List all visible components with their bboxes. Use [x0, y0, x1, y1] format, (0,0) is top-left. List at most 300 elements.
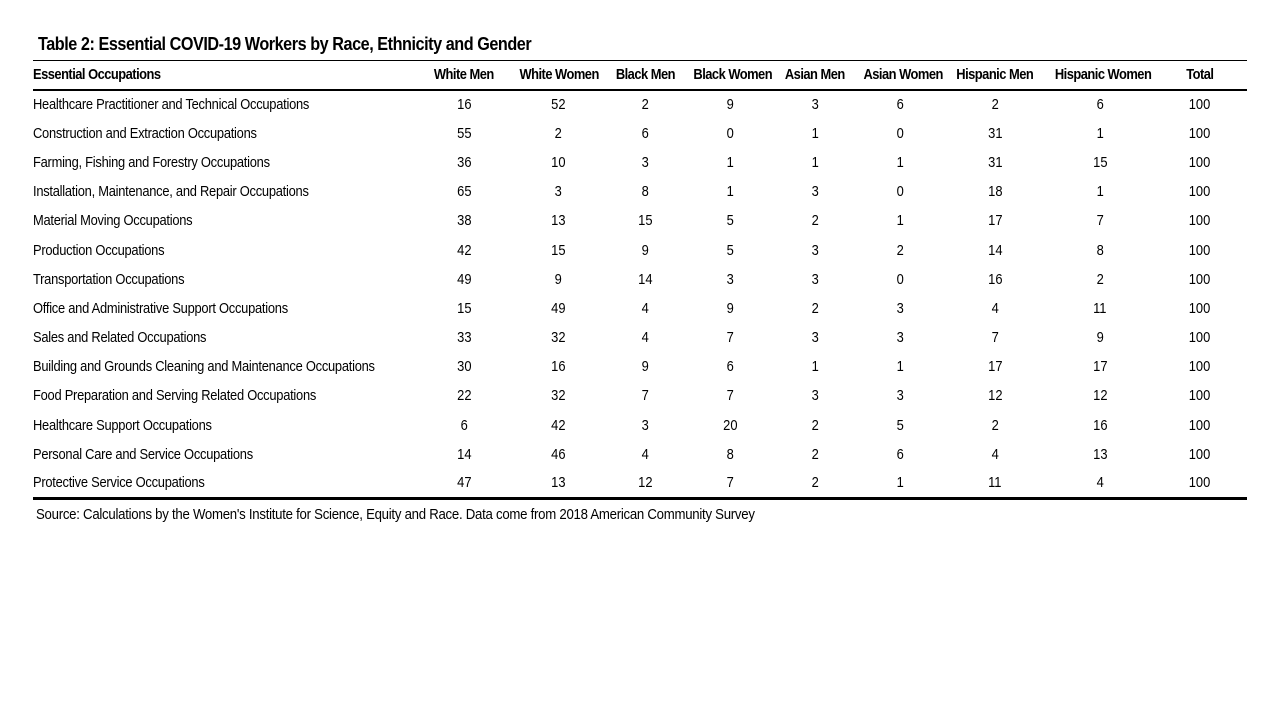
- value-text: 100: [1189, 124, 1211, 142]
- value-text: 2: [811, 445, 819, 463]
- value-cell: [1153, 177, 1247, 206]
- value-text: 16: [987, 270, 1003, 288]
- value-text: 13: [1092, 445, 1108, 463]
- value-text: 9: [726, 96, 734, 114]
- value-text: 100: [1189, 299, 1211, 317]
- value-text: 38: [456, 212, 472, 230]
- value-cell: [773, 119, 857, 148]
- value-text: 47: [456, 474, 472, 492]
- value-cell: [1047, 411, 1153, 440]
- value-cell: [603, 352, 687, 381]
- value-cell: [513, 440, 603, 469]
- value-text: 12: [987, 387, 1003, 405]
- value-text: 32: [550, 329, 566, 347]
- value-text: 13: [550, 474, 566, 492]
- value-text: 11: [988, 474, 1002, 492]
- value-text: 1: [811, 124, 819, 142]
- value-cell: [857, 148, 943, 177]
- value-cell: [857, 352, 943, 381]
- value-cell: [1047, 148, 1153, 177]
- value-text: 9: [1096, 329, 1104, 347]
- value-cell: [513, 235, 603, 264]
- value-cell: [857, 411, 943, 440]
- value-cell: [1047, 323, 1153, 352]
- value-text: 13: [550, 212, 566, 230]
- value-text: 7: [726, 474, 734, 492]
- value-cell: [1047, 440, 1153, 469]
- value-cell: [773, 177, 857, 206]
- value-text: 1: [811, 358, 819, 376]
- value-text: 2: [811, 299, 819, 317]
- value-text: 100: [1189, 474, 1211, 492]
- value-cell: [1153, 411, 1247, 440]
- value-cell: [687, 352, 773, 381]
- header-cell-white-men: [415, 61, 513, 90]
- value-cell: [773, 440, 857, 469]
- value-cell: [943, 440, 1047, 469]
- occupation-cell: [33, 323, 415, 352]
- header-cell-black-men: [603, 61, 687, 90]
- value-cell: [687, 119, 773, 148]
- value-text: 49: [456, 270, 472, 288]
- occupation-label: Material Moving Occupations: [33, 212, 193, 230]
- value-cell: [687, 381, 773, 410]
- value-text: 2: [811, 416, 819, 434]
- value-cell: [415, 177, 513, 206]
- value-cell: [773, 265, 857, 294]
- value-text: 1: [811, 153, 819, 171]
- value-cell: [687, 411, 773, 440]
- value-cell: [1153, 469, 1247, 498]
- value-cell: [1047, 294, 1153, 323]
- value-text: 4: [1096, 474, 1104, 492]
- value-text: 6: [460, 416, 468, 434]
- value-cell: [1153, 381, 1247, 410]
- value-text: 9: [641, 241, 649, 259]
- value-cell: [415, 440, 513, 469]
- occupation-cell: [33, 148, 415, 177]
- value-cell: [687, 90, 773, 119]
- value-text: 100: [1189, 329, 1211, 347]
- value-text: 6: [641, 124, 649, 142]
- value-text: 1: [1096, 183, 1104, 201]
- value-cell: [773, 294, 857, 323]
- value-text: 8: [726, 445, 734, 463]
- value-text: 2: [641, 96, 649, 114]
- value-cell: [773, 381, 857, 410]
- value-text: 6: [1096, 96, 1104, 114]
- value-cell: [687, 177, 773, 206]
- header-cell-hispanic-women: [1047, 61, 1153, 90]
- value-cell: [603, 381, 687, 410]
- header-cell-white-women: [513, 61, 603, 90]
- value-cell: [943, 352, 1047, 381]
- value-cell: [943, 411, 1047, 440]
- value-text: 2: [1096, 270, 1104, 288]
- value-text: 4: [991, 445, 999, 463]
- value-text: 7: [1096, 212, 1104, 230]
- value-cell: [603, 235, 687, 264]
- table-row: [33, 411, 1247, 440]
- value-cell: [415, 235, 513, 264]
- occupation-cell: [33, 294, 415, 323]
- occupation-label: Protective Service Occupations: [33, 474, 205, 492]
- header-row: [33, 61, 1247, 90]
- value-cell: [513, 294, 603, 323]
- table-row: [33, 440, 1247, 469]
- header-cell-black-women: [687, 61, 773, 90]
- value-text: 7: [991, 329, 999, 347]
- occupation-cell: [33, 440, 415, 469]
- value-cell: [943, 294, 1047, 323]
- value-cell: [513, 381, 603, 410]
- value-text: 42: [550, 416, 566, 434]
- value-text: 4: [991, 299, 999, 317]
- value-text: 4: [641, 329, 649, 347]
- value-cell: [687, 206, 773, 235]
- table-row: [33, 119, 1247, 148]
- value-cell: [415, 90, 513, 119]
- value-cell: [415, 469, 513, 498]
- value-cell: [857, 381, 943, 410]
- value-cell: [1153, 235, 1247, 264]
- value-text: 16: [550, 358, 566, 376]
- value-text: 15: [1092, 153, 1108, 171]
- value-text: 3: [811, 270, 819, 288]
- value-text: 10: [550, 153, 566, 171]
- value-text: 0: [896, 124, 904, 142]
- value-text: 100: [1189, 270, 1211, 288]
- value-text: 9: [554, 270, 562, 288]
- value-text: 14: [987, 241, 1003, 259]
- value-cell: [943, 148, 1047, 177]
- occupation-label: Healthcare Support Occupations: [33, 416, 212, 434]
- value-text: 7: [726, 387, 734, 405]
- value-cell: [513, 90, 603, 119]
- value-text: 1: [726, 153, 734, 171]
- value-text: 100: [1189, 96, 1211, 114]
- value-cell: [943, 265, 1047, 294]
- value-text: 15: [637, 212, 653, 230]
- value-text: 4: [641, 445, 649, 463]
- occupation-label: Sales and Related Occupations: [33, 329, 207, 347]
- value-cell: [603, 440, 687, 469]
- value-text: 15: [550, 241, 566, 259]
- value-text: 15: [456, 299, 472, 317]
- occupation-label: Production Occupations: [33, 241, 165, 259]
- value-cell: [857, 119, 943, 148]
- value-cell: [943, 469, 1047, 498]
- occupation-cell: [33, 469, 415, 498]
- value-cell: [415, 381, 513, 410]
- occupation-label: Farming, Fishing and Forestry Occupations: [33, 153, 270, 171]
- value-cell: [1153, 119, 1247, 148]
- value-text: 2: [811, 212, 819, 230]
- value-text: 0: [896, 183, 904, 201]
- table-row: [33, 469, 1247, 498]
- header-label: Hispanic Men: [956, 66, 1034, 84]
- value-cell: [513, 206, 603, 235]
- value-text: 100: [1189, 416, 1211, 434]
- occupation-label: Building and Grounds Cleaning and Maintenance Occupations: [33, 358, 375, 376]
- value-text: 3: [641, 153, 649, 171]
- value-cell: [1153, 265, 1247, 294]
- value-text: 100: [1189, 445, 1211, 463]
- value-cell: [603, 119, 687, 148]
- table-row: [33, 294, 1247, 323]
- value-text: 36: [456, 153, 472, 171]
- value-text: 1: [896, 358, 904, 376]
- occupation-cell: [33, 119, 415, 148]
- value-cell: [1047, 177, 1153, 206]
- value-cell: [773, 148, 857, 177]
- value-cell: [513, 119, 603, 148]
- value-text: 3: [554, 183, 562, 201]
- value-cell: [943, 90, 1047, 119]
- value-text: 11: [1093, 299, 1107, 317]
- occupation-label: Healthcare Practitioner and Technical Occupations: [33, 96, 310, 114]
- value-cell: [943, 206, 1047, 235]
- value-text: 8: [641, 183, 649, 201]
- value-cell: [1153, 148, 1247, 177]
- value-text: 2: [811, 474, 819, 492]
- value-text: 3: [811, 387, 819, 405]
- value-cell: [943, 119, 1047, 148]
- header-label: Essential Occupations: [33, 66, 161, 84]
- value-cell: [513, 148, 603, 177]
- value-text: 55: [456, 124, 472, 142]
- value-text: 49: [550, 299, 566, 317]
- value-text: 6: [896, 445, 904, 463]
- value-cell: [415, 411, 513, 440]
- value-text: 22: [456, 387, 472, 405]
- value-cell: [857, 294, 943, 323]
- value-cell: [773, 411, 857, 440]
- value-text: 5: [726, 241, 734, 259]
- value-text: 2: [991, 416, 999, 434]
- value-text: 2: [896, 241, 904, 259]
- value-cell: [943, 323, 1047, 352]
- occupation-label: Construction and Extraction Occupations: [33, 124, 257, 142]
- value-text: 46: [550, 445, 566, 463]
- value-cell: [857, 323, 943, 352]
- value-text: 8: [1096, 241, 1104, 259]
- value-text: 1: [896, 474, 904, 492]
- table-row: [33, 323, 1247, 352]
- value-text: 16: [1092, 416, 1108, 434]
- value-text: 100: [1189, 241, 1211, 259]
- value-text: 14: [456, 445, 472, 463]
- value-cell: [857, 90, 943, 119]
- value-text: 65: [456, 183, 472, 201]
- value-text: 12: [1092, 387, 1108, 405]
- value-text: 0: [896, 270, 904, 288]
- occupation-label: Food Preparation and Serving Related Occupations: [33, 387, 317, 405]
- value-cell: [603, 148, 687, 177]
- value-text: 2: [554, 124, 562, 142]
- value-text: 1: [896, 153, 904, 171]
- value-cell: [1153, 352, 1247, 381]
- value-cell: [1153, 90, 1247, 119]
- value-cell: [513, 265, 603, 294]
- value-text: 6: [896, 96, 904, 114]
- occupation-cell: [33, 206, 415, 235]
- header-cell-asian-women: [857, 61, 943, 90]
- table-row: [33, 148, 1247, 177]
- value-text: 17: [1092, 358, 1108, 376]
- value-text: 5: [896, 416, 904, 434]
- header-label: Asian Men: [785, 66, 845, 84]
- value-cell: [857, 206, 943, 235]
- table-row: [33, 265, 1247, 294]
- header-cell-hispanic-men: [943, 61, 1047, 90]
- value-cell: [687, 235, 773, 264]
- value-text: 12: [637, 474, 653, 492]
- value-text: 3: [896, 387, 904, 405]
- header-label: Asian Women: [863, 66, 943, 84]
- value-text: 9: [726, 299, 734, 317]
- value-text: 3: [811, 183, 819, 201]
- value-cell: [1153, 294, 1247, 323]
- value-text: 42: [456, 241, 472, 259]
- table-row: [33, 352, 1247, 381]
- table-row: [33, 235, 1247, 264]
- header-label: White Women: [519, 66, 599, 84]
- header-label: White Men: [434, 66, 494, 84]
- value-text: 16: [456, 96, 472, 114]
- header-cell-occupations: [33, 61, 415, 90]
- value-text: 0: [726, 124, 734, 142]
- value-text: 18: [987, 183, 1003, 201]
- value-cell: [603, 90, 687, 119]
- value-cell: [1047, 352, 1153, 381]
- value-text: 17: [987, 358, 1003, 376]
- occupation-cell: [33, 352, 415, 381]
- value-cell: [857, 440, 943, 469]
- value-cell: [415, 148, 513, 177]
- value-cell: [1047, 235, 1153, 264]
- occupation-label: Office and Administrative Support Occupations: [33, 299, 288, 317]
- occupation-cell: [33, 381, 415, 410]
- value-text: 100: [1189, 358, 1211, 376]
- value-cell: [415, 323, 513, 352]
- value-cell: [513, 469, 603, 498]
- value-text: 100: [1189, 387, 1211, 405]
- value-text: 31: [987, 153, 1003, 171]
- header-label: Black Men: [615, 66, 675, 84]
- value-cell: [415, 206, 513, 235]
- value-text: 2: [991, 96, 999, 114]
- value-text: 1: [1096, 124, 1104, 142]
- header-label: Total: [1186, 66, 1214, 84]
- value-text: 7: [726, 329, 734, 347]
- header-label: Hispanic Women: [1054, 66, 1152, 84]
- value-text: 14: [637, 270, 653, 288]
- value-text: 1: [726, 183, 734, 201]
- value-text: 30: [456, 358, 472, 376]
- source-note: Source: Calculations by the Women's Institute for Science, Equity and Race. Data come from 2018 American Community Survey: [36, 506, 755, 523]
- value-text: 100: [1189, 212, 1211, 230]
- value-text: 3: [726, 270, 734, 288]
- occupation-cell: [33, 235, 415, 264]
- value-text: 3: [811, 96, 819, 114]
- occupation-cell: [33, 411, 415, 440]
- occupation-cell: [33, 177, 415, 206]
- value-cell: [415, 294, 513, 323]
- value-text: 33: [456, 329, 472, 347]
- value-cell: [415, 119, 513, 148]
- value-cell: [603, 323, 687, 352]
- occupation-cell: [33, 265, 415, 294]
- occupation-label: Personal Care and Service Occupations: [33, 445, 253, 463]
- table-title: Table 2: Essential COVID-19 Workers by Race, Ethnicity and Gender: [38, 34, 532, 54]
- value-cell: [1153, 206, 1247, 235]
- value-text: 31: [987, 124, 1003, 142]
- value-text: 3: [811, 241, 819, 259]
- value-cell: [1047, 469, 1153, 498]
- value-cell: [773, 352, 857, 381]
- value-cell: [603, 294, 687, 323]
- value-cell: [603, 265, 687, 294]
- value-cell: [943, 177, 1047, 206]
- value-cell: [603, 206, 687, 235]
- value-cell: [773, 323, 857, 352]
- value-text: 52: [550, 96, 566, 114]
- value-cell: [687, 294, 773, 323]
- occupation-label: Transportation Occupations: [33, 270, 185, 288]
- occupation-cell: [33, 90, 415, 119]
- value-cell: [687, 265, 773, 294]
- value-text: 1: [896, 212, 904, 230]
- value-text: 3: [896, 329, 904, 347]
- header-cell-asian-men: [773, 61, 857, 90]
- value-cell: [773, 235, 857, 264]
- table-row: [33, 381, 1247, 410]
- value-text: 5: [726, 212, 734, 230]
- table-header: [33, 61, 1247, 90]
- value-cell: [513, 323, 603, 352]
- data-table: [33, 60, 1247, 500]
- value-cell: [687, 440, 773, 469]
- value-text: 6: [726, 358, 734, 376]
- value-text: 32: [550, 387, 566, 405]
- value-cell: [857, 265, 943, 294]
- value-text: 100: [1189, 153, 1211, 171]
- table-row: [33, 177, 1247, 206]
- value-cell: [513, 177, 603, 206]
- value-cell: [943, 235, 1047, 264]
- value-cell: [943, 381, 1047, 410]
- value-cell: [857, 235, 943, 264]
- value-cell: [1047, 90, 1153, 119]
- value-cell: [1153, 323, 1247, 352]
- value-cell: [513, 411, 603, 440]
- value-text: 4: [641, 299, 649, 317]
- value-text: 20: [722, 416, 738, 434]
- value-text: 7: [641, 387, 649, 405]
- value-cell: [687, 148, 773, 177]
- table-body: [33, 90, 1247, 499]
- value-cell: [1047, 206, 1153, 235]
- value-cell: [603, 411, 687, 440]
- value-cell: [415, 265, 513, 294]
- value-cell: [513, 352, 603, 381]
- header-cell-total: [1153, 61, 1247, 90]
- value-cell: [857, 469, 943, 498]
- value-cell: [1047, 265, 1153, 294]
- value-cell: [1047, 381, 1153, 410]
- value-text: 3: [896, 299, 904, 317]
